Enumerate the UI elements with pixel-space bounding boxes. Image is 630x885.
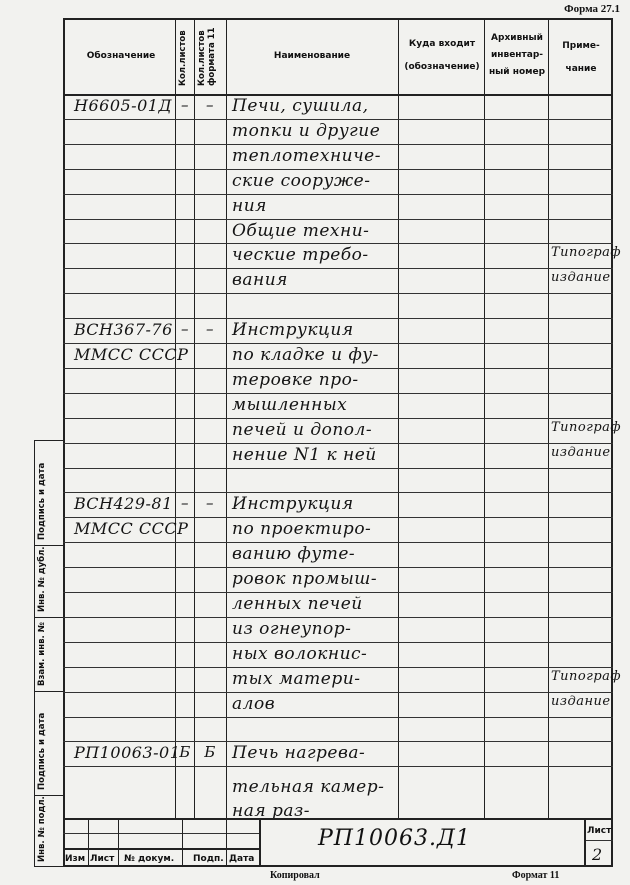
row-name: Инструкция xyxy=(232,494,354,515)
side-label-sign-date: Подпись и дата xyxy=(37,712,47,790)
document-code: РП10063.Д1 xyxy=(318,826,471,851)
tb-divider xyxy=(226,818,227,867)
row-name: по проектиро- xyxy=(232,519,372,540)
header-notes xyxy=(550,40,612,76)
row-sheets-count: – xyxy=(181,96,189,114)
row-line xyxy=(63,542,613,543)
row-name: ленных печей xyxy=(232,594,363,614)
row-line xyxy=(63,293,613,294)
row-sheets-count: – xyxy=(181,494,189,513)
row-line xyxy=(63,567,613,568)
row-line xyxy=(63,268,613,269)
row-name: печей и допол- xyxy=(232,419,373,440)
row-name: мышленных xyxy=(232,394,348,415)
row-note: Типограф xyxy=(551,668,622,684)
tb-doc-no: № докум. xyxy=(124,854,175,864)
row-sheets-format: – xyxy=(206,320,214,339)
row-sheets-count: – xyxy=(181,320,189,339)
row-note: издание xyxy=(551,693,611,709)
row-name: ных волокнис- xyxy=(232,643,368,664)
row-name: из огнеупор- xyxy=(232,618,352,639)
header-where-used xyxy=(400,38,484,74)
row-designation: ВСН367-76 xyxy=(74,320,173,340)
side-label-inv-dubl: Инв. № дубл. xyxy=(37,546,47,612)
tb-divider xyxy=(182,818,183,867)
title-block-row xyxy=(63,848,259,850)
row-designation: ВСН429-81 xyxy=(74,494,173,514)
row-name: теплотехниче- xyxy=(232,145,381,166)
row-designation: Н6605-01Д xyxy=(74,96,172,115)
header-notes-line2: чание xyxy=(565,64,597,74)
footer-copied: Копировал xyxy=(270,870,320,881)
row-note: Типограф xyxy=(551,419,622,435)
title-block-row xyxy=(584,840,613,841)
row-line xyxy=(63,692,613,693)
row-line xyxy=(63,492,613,493)
row-name: топки и другие xyxy=(232,120,381,141)
row-name: алов xyxy=(232,693,276,714)
header-archive-line2: инвентар- xyxy=(490,50,543,60)
side-label-vzam-inv: Взам. инв. № xyxy=(37,622,47,686)
row-designation: ММСС СССР xyxy=(74,519,189,539)
row-sheets-format: Б xyxy=(204,743,216,762)
row-line xyxy=(63,468,613,469)
tail-row-name: ная раз- xyxy=(232,801,311,821)
row-name: ческие требо- xyxy=(232,245,369,266)
row-name: ния xyxy=(232,195,267,216)
row-line xyxy=(63,393,613,394)
row-sheets-format: – xyxy=(206,494,214,513)
row-name: вания xyxy=(232,270,288,291)
tb-divider xyxy=(88,818,89,867)
row-designation: ММСС СССР xyxy=(74,345,189,364)
footer-format: Формат 11 xyxy=(512,870,560,881)
row-line xyxy=(63,642,613,643)
row-line xyxy=(63,741,613,742)
tb-divider xyxy=(584,818,586,867)
row-line xyxy=(63,243,613,244)
header-archive xyxy=(486,32,548,79)
row-name: Печь нагрева- xyxy=(232,743,366,764)
row-line xyxy=(63,144,613,145)
row-designation: РП10063-01 xyxy=(74,743,181,763)
row-name: ские сооруже- xyxy=(232,170,371,191)
row-line xyxy=(63,219,613,220)
row-name: ванию футе- xyxy=(232,544,356,565)
header-archive-line1: Архивный xyxy=(491,33,543,43)
side-divider xyxy=(34,617,63,618)
row-line xyxy=(63,717,613,718)
row-note: издание xyxy=(551,270,611,286)
row-name: Печи, сушила, xyxy=(232,96,369,116)
side-divider xyxy=(34,691,63,692)
tb-sheet-label: Лист xyxy=(587,826,612,836)
header-sheets-format: Кол.листов формата 11 xyxy=(197,27,217,86)
row-name: ровок промыш- xyxy=(232,569,378,590)
tb-sheet-number: 2 xyxy=(592,845,603,864)
row-line xyxy=(63,343,613,344)
header-archive-line3: ный номер xyxy=(488,67,546,77)
tb-izm: Изм xyxy=(65,854,86,864)
tb-list: Лист xyxy=(90,854,115,864)
tb-divider xyxy=(259,818,261,867)
row-sheets-format: – xyxy=(206,96,214,114)
row-line xyxy=(63,667,613,668)
row-note: издание xyxy=(551,444,611,460)
row-line xyxy=(63,592,613,593)
form-label: Форма 27.1 xyxy=(564,3,620,15)
row-line xyxy=(63,318,613,319)
row-line xyxy=(63,517,613,518)
side-label-sign-date-2: Подпись и дата xyxy=(37,462,47,540)
row-name: Инструкция xyxy=(232,320,354,341)
header-where-used-line1: Куда входит xyxy=(408,39,476,49)
row-line xyxy=(63,766,613,767)
header-notes-line1: Приме- xyxy=(562,41,600,51)
tb-divider xyxy=(118,818,119,867)
header-sheets-count: Кол.листов xyxy=(178,30,188,86)
row-sheets-count: Б xyxy=(179,743,191,762)
header-designation: Обозначение xyxy=(86,51,156,61)
row-line xyxy=(63,368,613,369)
title-block-top xyxy=(63,818,613,820)
row-name: тых матери- xyxy=(232,668,361,689)
row-line xyxy=(63,169,613,170)
row-name: теровке про- xyxy=(232,369,359,390)
row-name: по кладке и фу- xyxy=(232,345,379,365)
row-name: нение N1 к ней xyxy=(232,444,377,465)
side-label-inv-podl: Инв. № подл. xyxy=(37,796,47,862)
header-name: Наименование xyxy=(273,51,351,61)
row-line xyxy=(63,443,613,444)
row-line xyxy=(63,617,613,618)
tail-row-name: тельная камер- xyxy=(232,777,385,797)
tb-date: Дата xyxy=(229,854,255,864)
title-block-row xyxy=(63,833,259,834)
row-line xyxy=(63,194,613,195)
tb-sign: Подп. xyxy=(193,854,224,864)
row-note: Типограф xyxy=(551,245,622,261)
header-where-used-line2: (обозначение) xyxy=(404,62,480,72)
row-name: Общие техни- xyxy=(232,220,370,241)
row-line xyxy=(63,418,613,419)
row-line xyxy=(63,119,613,120)
